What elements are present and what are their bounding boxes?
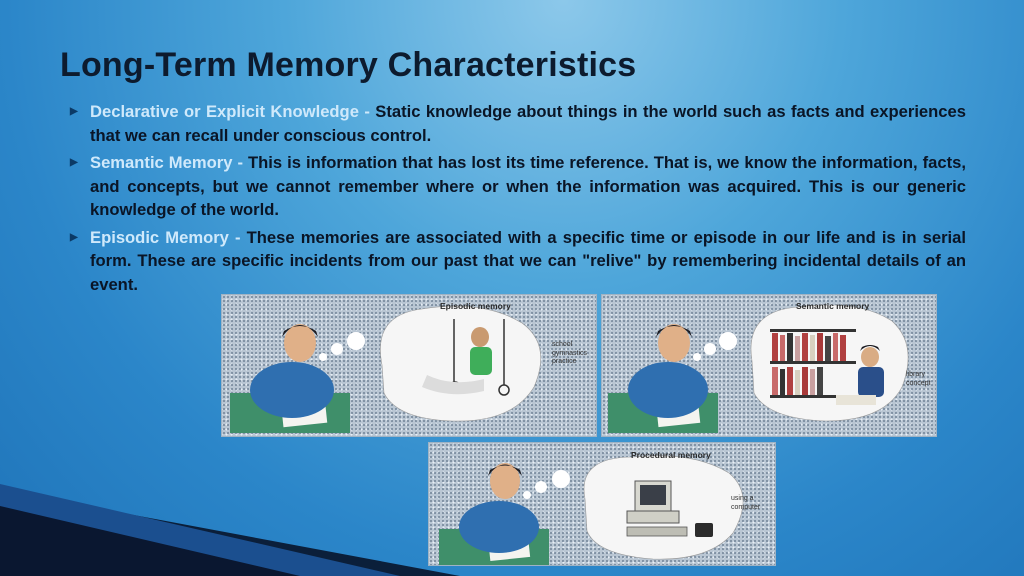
triangle-right-icon: ▶ — [70, 231, 78, 243]
bullet-term: Semantic Memory - — [90, 153, 243, 172]
bullet-term: Episodic Memory - — [90, 227, 241, 247]
bullet-item-semantic — [70, 151, 966, 222]
procedural-scene — [429, 443, 775, 565]
semantic-memory-illustration — [601, 294, 937, 437]
procedural-memory-illustration — [428, 442, 776, 566]
corner-decoration — [0, 476, 460, 576]
panel-caption: school gymnastics practice — [552, 341, 588, 365]
panel-caption: using a computer — [731, 495, 761, 511]
panel-title: Procedural memory — [631, 450, 711, 460]
panel-title: Episodic memory — [440, 301, 511, 311]
triangle-right-icon: ▶ — [70, 106, 78, 117]
panel-title: Semantic memory — [796, 301, 870, 311]
bullet-text: This is information that has lost its time reference. That is, we know the information, facts, and concepts, but we cannot remember where or when the information was acquired. This is our generic knowledge of the world. — [90, 153, 966, 219]
triangle-right-icon: ▶ — [70, 157, 78, 168]
panel-caption: library concept — [906, 371, 931, 387]
slide-title: Long-Term Memory Characteristics — [60, 46, 637, 84]
bullet-list — [70, 100, 966, 300]
semantic-scene — [602, 295, 936, 436]
bullet-term: Declarative or Explicit Knowledge - — [90, 102, 370, 121]
episodic-memory-illustration — [221, 294, 597, 437]
episodic-scene — [222, 295, 596, 436]
bullet-text: Static knowledge about things in the world such as facts and experiences that we can recall under conscious control. — [90, 102, 966, 145]
bullet-item-episodic — [70, 226, 966, 297]
bullet-item-declarative — [70, 100, 966, 147]
bullet-text: These memories are associated with a specific time or episode in our life and is in serial form. These are specific incidents from our past that we can "relive" by remembering incidental details of an event. — [90, 227, 966, 294]
